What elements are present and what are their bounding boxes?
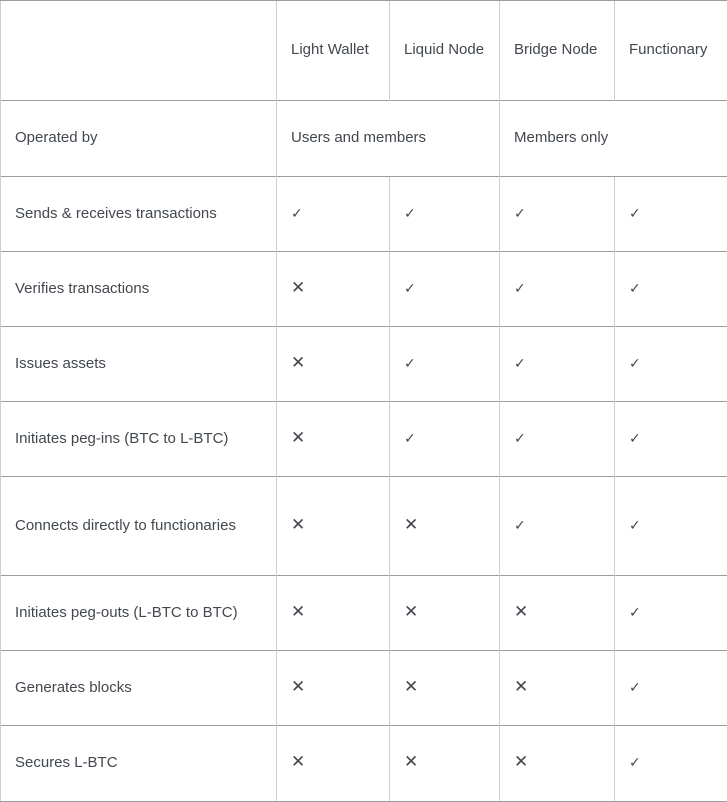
mark-cell — [277, 402, 390, 477]
mark-cell — [390, 327, 500, 402]
check-mark: ✓ — [404, 432, 416, 446]
check-mark: ✓ — [514, 432, 526, 446]
row-label-initiates-peg-ins: Initiates peg-ins (BTC to L-BTC) — [1, 402, 277, 477]
check-mark: ✓ — [629, 207, 641, 221]
operated-by-row — [1, 101, 727, 177]
check-mark: ✓ — [514, 519, 526, 533]
mark-cell — [615, 726, 727, 802]
mark-cell — [390, 252, 500, 327]
mark-cell — [615, 252, 727, 327]
cross-mark: ✕ — [404, 604, 418, 621]
check-mark: ✓ — [629, 519, 641, 533]
check-mark: ✓ — [629, 756, 641, 770]
row-label-operated-by: Operated by — [1, 101, 277, 177]
mark-cell — [277, 576, 390, 651]
cross-mark: ✕ — [514, 679, 528, 696]
row-label-sends-receives: Sends & receives transactions — [1, 177, 277, 252]
check-mark: ✓ — [514, 207, 526, 221]
operated-by-members-only: Members only — [500, 101, 727, 177]
check-mark: ✓ — [629, 606, 641, 620]
check-mark: ✓ — [629, 357, 641, 371]
cross-mark: ✕ — [291, 754, 305, 771]
operated-by-users-and-members: Users and members — [277, 101, 500, 177]
column-header-liquid-node: Liquid Node — [390, 1, 500, 101]
mark-cell — [500, 726, 615, 802]
mark-cell — [500, 252, 615, 327]
mark-cell — [500, 651, 615, 726]
mark-cell — [500, 402, 615, 477]
check-mark: ✓ — [291, 207, 303, 221]
table-row — [1, 477, 727, 576]
mark-cell — [390, 177, 500, 252]
mark-cell — [277, 726, 390, 802]
check-mark: ✓ — [404, 282, 416, 296]
cross-mark: ✕ — [404, 679, 418, 696]
table-row — [1, 576, 727, 651]
column-header-light-wallet: Light Wallet — [277, 1, 390, 101]
mark-cell — [615, 402, 727, 477]
check-mark: ✓ — [629, 432, 641, 446]
mark-cell — [277, 651, 390, 726]
cross-mark: ✕ — [291, 604, 305, 621]
mark-cell — [277, 177, 390, 252]
cross-mark: ✕ — [404, 517, 418, 534]
cross-mark: ✕ — [514, 754, 528, 771]
cross-mark: ✕ — [291, 355, 305, 372]
row-label-issues-assets: Issues assets — [1, 327, 277, 402]
mark-cell — [500, 477, 615, 576]
mark-cell — [615, 651, 727, 726]
cross-mark: ✕ — [291, 517, 305, 534]
table-row — [1, 726, 727, 802]
row-label-initiates-peg-outs: Initiates peg-outs (L-BTC to BTC) — [1, 576, 277, 651]
cross-mark: ✕ — [291, 430, 305, 447]
check-mark: ✓ — [404, 207, 416, 221]
check-mark: ✓ — [514, 357, 526, 371]
table-row — [1, 402, 727, 477]
mark-cell — [500, 327, 615, 402]
column-header-bridge-node: Bridge Node — [500, 1, 615, 101]
check-mark: ✓ — [514, 282, 526, 296]
cross-mark: ✕ — [514, 604, 528, 621]
check-mark: ✓ — [629, 282, 641, 296]
cross-mark: ✕ — [291, 280, 305, 297]
row-label-connects-to-functionaries: Connects directly to functionaries — [1, 477, 277, 576]
table-row — [1, 327, 727, 402]
mark-cell — [390, 477, 500, 576]
table-row — [1, 651, 727, 726]
mark-cell — [390, 726, 500, 802]
mark-cell — [277, 477, 390, 576]
column-header-functionary: Functionary — [615, 1, 727, 101]
check-mark: ✓ — [404, 357, 416, 371]
mark-cell — [615, 576, 727, 651]
table-header-row — [1, 1, 727, 101]
mark-cell — [390, 402, 500, 477]
mark-cell — [277, 327, 390, 402]
mark-cell — [390, 651, 500, 726]
row-label-verifies-transactions: Verifies transactions — [1, 252, 277, 327]
mark-cell — [500, 576, 615, 651]
mark-cell — [615, 177, 727, 252]
table-row — [1, 252, 727, 327]
mark-cell — [277, 252, 390, 327]
check-mark: ✓ — [629, 681, 641, 695]
row-label-generates-blocks: Generates blocks — [1, 651, 277, 726]
table-row — [1, 177, 727, 252]
row-label-secures-l-btc: Secures L-BTC — [1, 726, 277, 802]
mark-cell — [615, 327, 727, 402]
cross-mark: ✕ — [404, 754, 418, 771]
cross-mark: ✕ — [291, 679, 305, 696]
mark-cell — [615, 477, 727, 576]
corner-cell — [1, 1, 277, 101]
mark-cell — [390, 576, 500, 651]
mark-cell — [500, 177, 615, 252]
